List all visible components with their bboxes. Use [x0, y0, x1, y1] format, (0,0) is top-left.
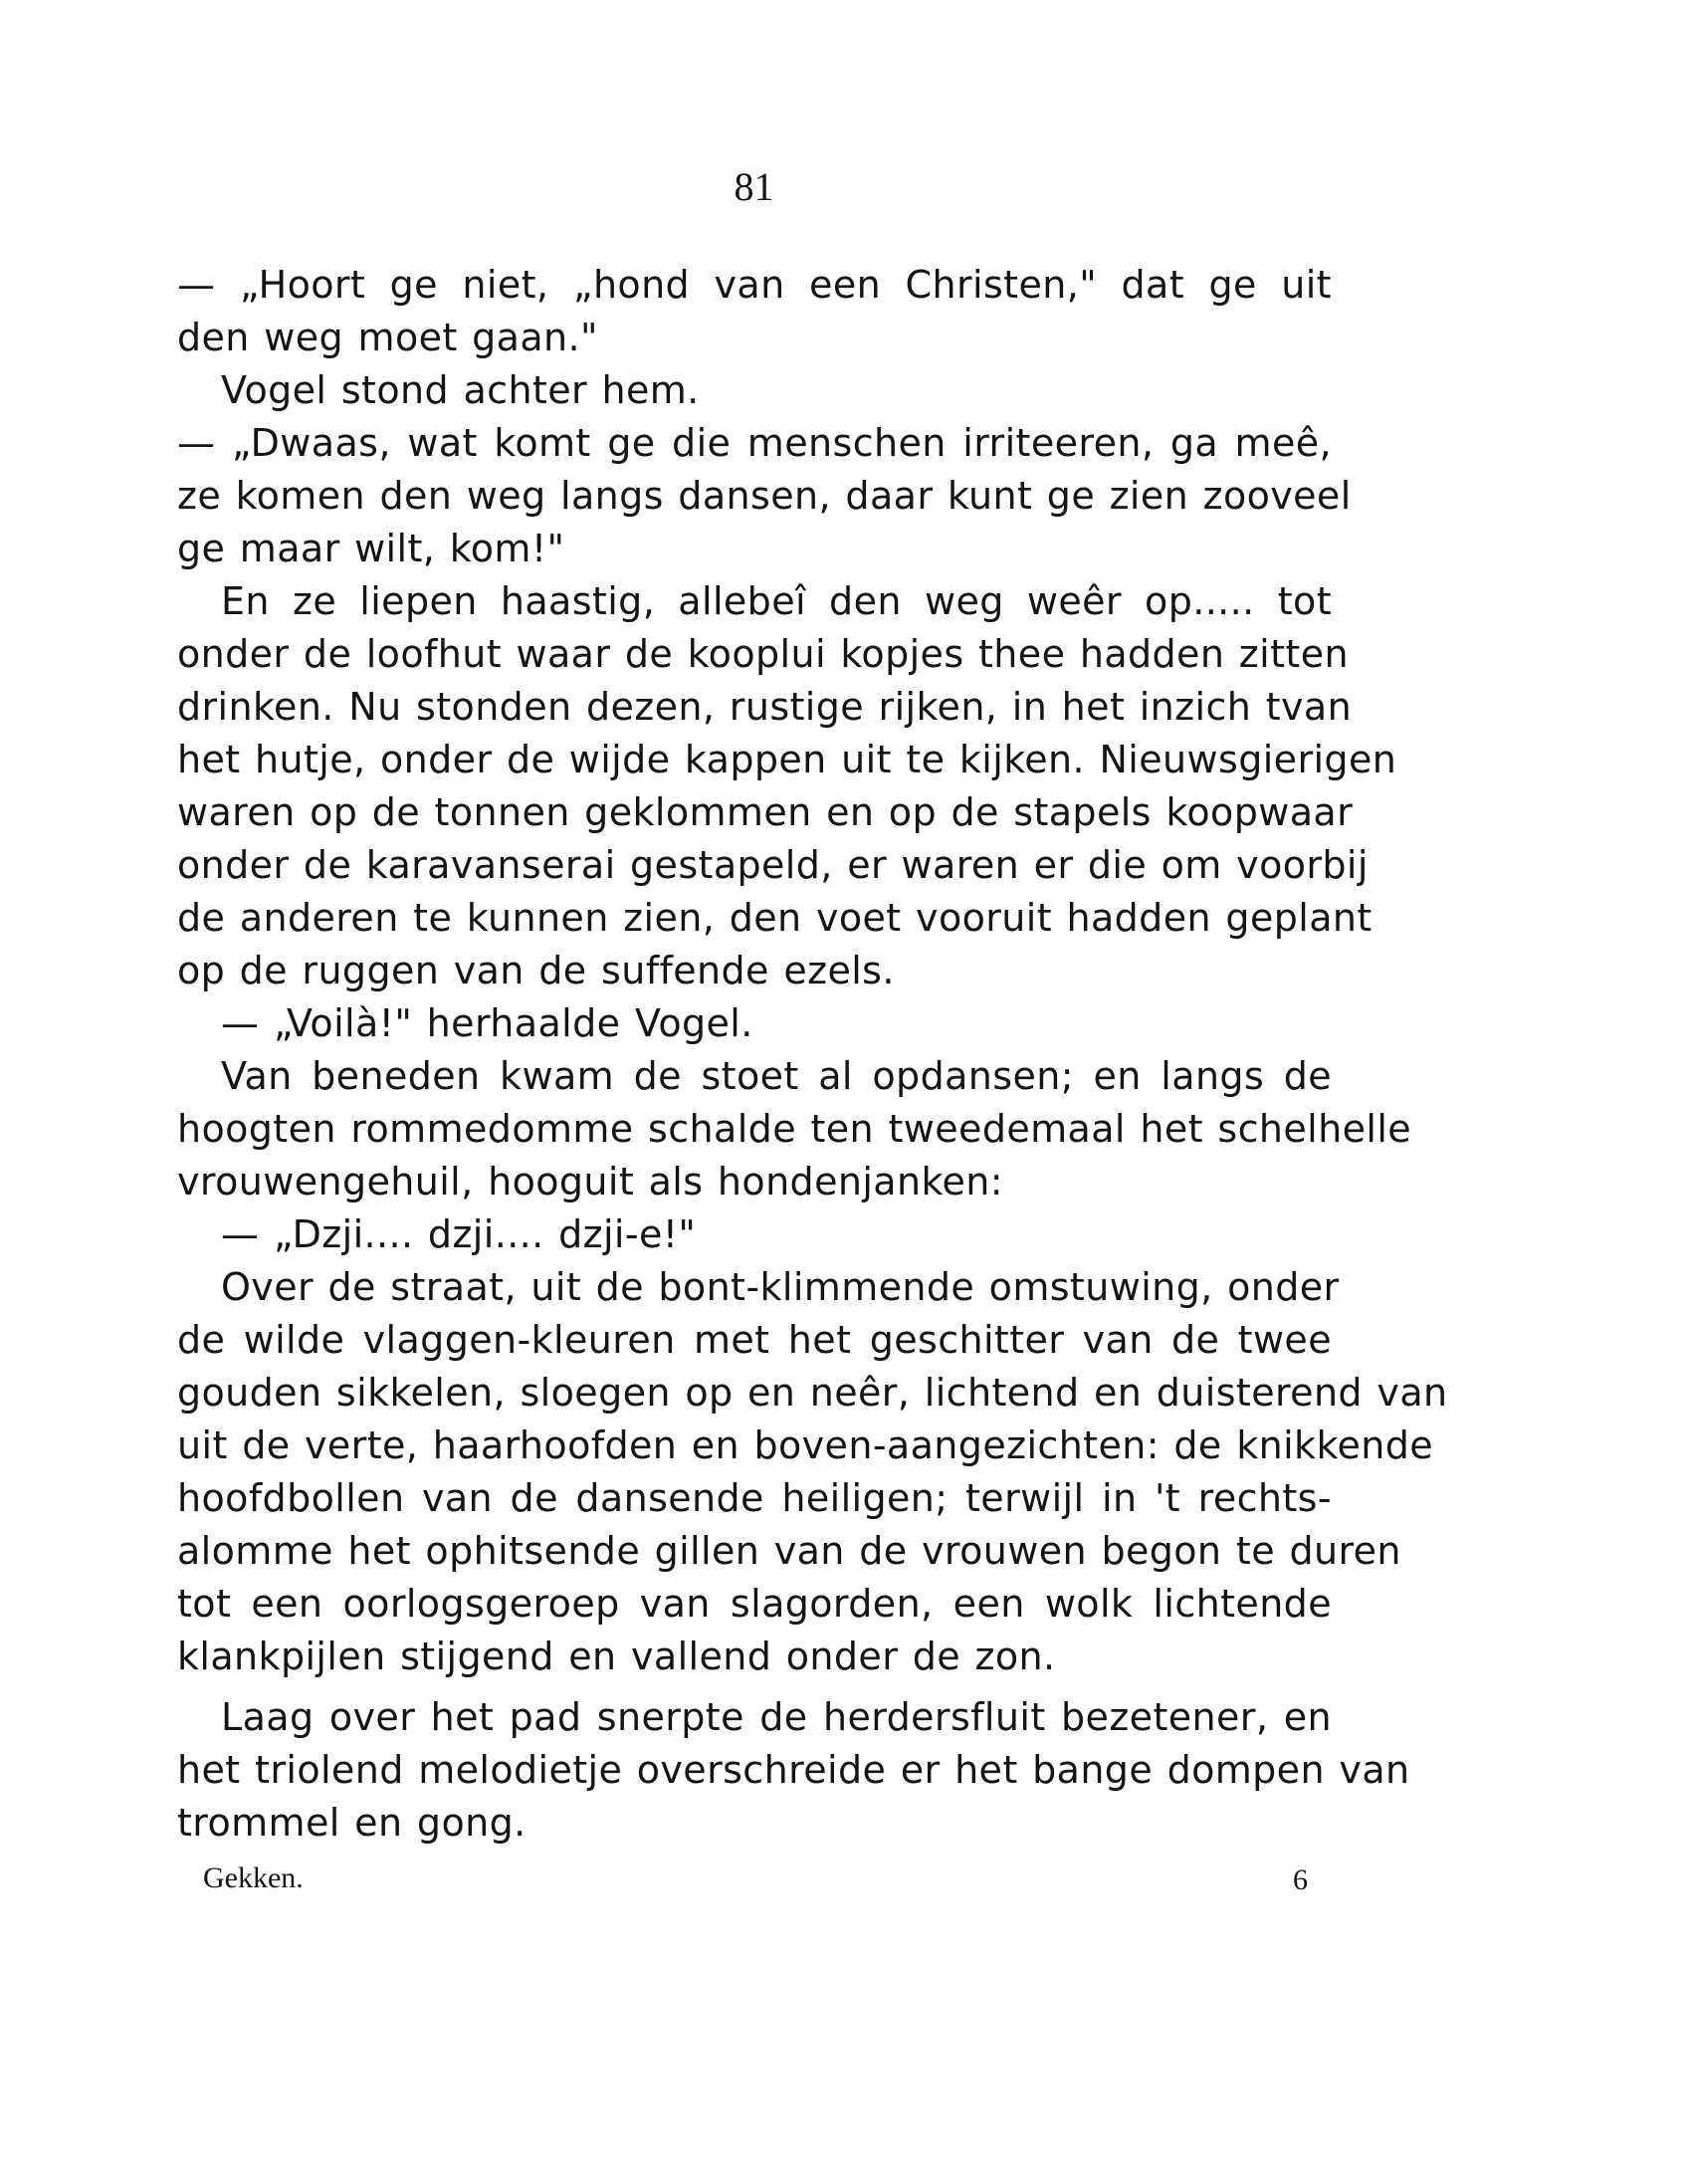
- text-line: tot een oorlogsgeroep van slagorden, een wolk lichtende: [177, 1582, 1332, 1626]
- text-line: hoogten rommedomme schalde ten tweedemaal het schelhelle: [177, 1107, 1412, 1151]
- text-line: ze komen den weg langs dansen, daar kunt ge zien zooveel: [177, 474, 1352, 518]
- text-line: — „Voilà!" herhaalde Vogel.: [221, 1001, 753, 1045]
- text-line: hoofdbollen van de dansende heiligen; terwijl in 't rechts-: [177, 1476, 1332, 1520]
- text-line: Van beneden kwam de stoet al opdansen; en langs de: [221, 1054, 1332, 1098]
- text-line: alomme het ophitsende gillen van de vrouwen begon te duren: [177, 1529, 1401, 1573]
- text-line: gouden sikkelen, sloegen op en neêr, lichtend en duisterend van: [177, 1371, 1448, 1415]
- sheet-number: 6: [1293, 1863, 1308, 1896]
- text-line: het triolend melodietje overschreide er het bange dompen van: [177, 1748, 1410, 1792]
- text-line: onder de loofhut waar de kooplui kopjes thee hadden zitten: [177, 632, 1349, 676]
- text-line: Laag over het pad snerpte de herdersfluit bezetener, en: [221, 1695, 1332, 1739]
- page-number: 81: [734, 164, 774, 209]
- text-line: vrouwengehuil, hooguit als hondenjanken:: [177, 1160, 1003, 1203]
- text-line: — „Dwaas, wat komt ge die menschen irriteeren, ga meê,: [177, 421, 1332, 465]
- text-line: — „Hoort ge niet, „hond van een Christen," dat ge uit: [177, 263, 1332, 307]
- signature-mark: Gekken.: [203, 1861, 304, 1894]
- text-line: waren op de tonnen geklommen en op de stapels koopwaar: [177, 790, 1354, 834]
- text-line: ge maar wilt, kom!": [177, 527, 565, 570]
- text-line: klankpijlen stijgend en vallend onder de zon.: [177, 1635, 1056, 1678]
- text-line: uit de verte, haarhoofden en boven-aangezichten: de knikkende: [177, 1423, 1434, 1467]
- text-line: de wilde vlaggen-kleuren met het geschitter van de twee: [177, 1318, 1332, 1362]
- text-line: het hutje, onder de wijde kappen uit te kijken. Nieuwsgierigen: [177, 738, 1397, 781]
- text-line: onder de karavanserai gestapeld, er waren er die om voorbij: [177, 843, 1369, 887]
- text-line: den weg moet gaan.": [177, 316, 598, 359]
- text-line: Over de straat, uit de bont-klimmende omstuwing, onder: [221, 1265, 1340, 1309]
- text-line: drinken. Nu stonden dezen, rustige rijken, in het inzich tvan: [177, 685, 1353, 729]
- text-line: — „Dzji.... dzji.... dzji-e!": [221, 1212, 697, 1256]
- text-line: de anderen te kunnen zien, den voet vooruit hadden geplant: [177, 896, 1373, 940]
- paragraph-gap: [177, 1683, 1332, 1691]
- text-line: Vogel stond achter hem.: [221, 368, 700, 412]
- text-line: op de ruggen van de suffende ezels.: [177, 949, 895, 992]
- text-line: trommel en gong.: [177, 1801, 527, 1845]
- body-text: [177, 259, 1448, 1850]
- text-line: En ze liepen haastig, allebeî den weg weêr op..... tot: [221, 579, 1332, 623]
